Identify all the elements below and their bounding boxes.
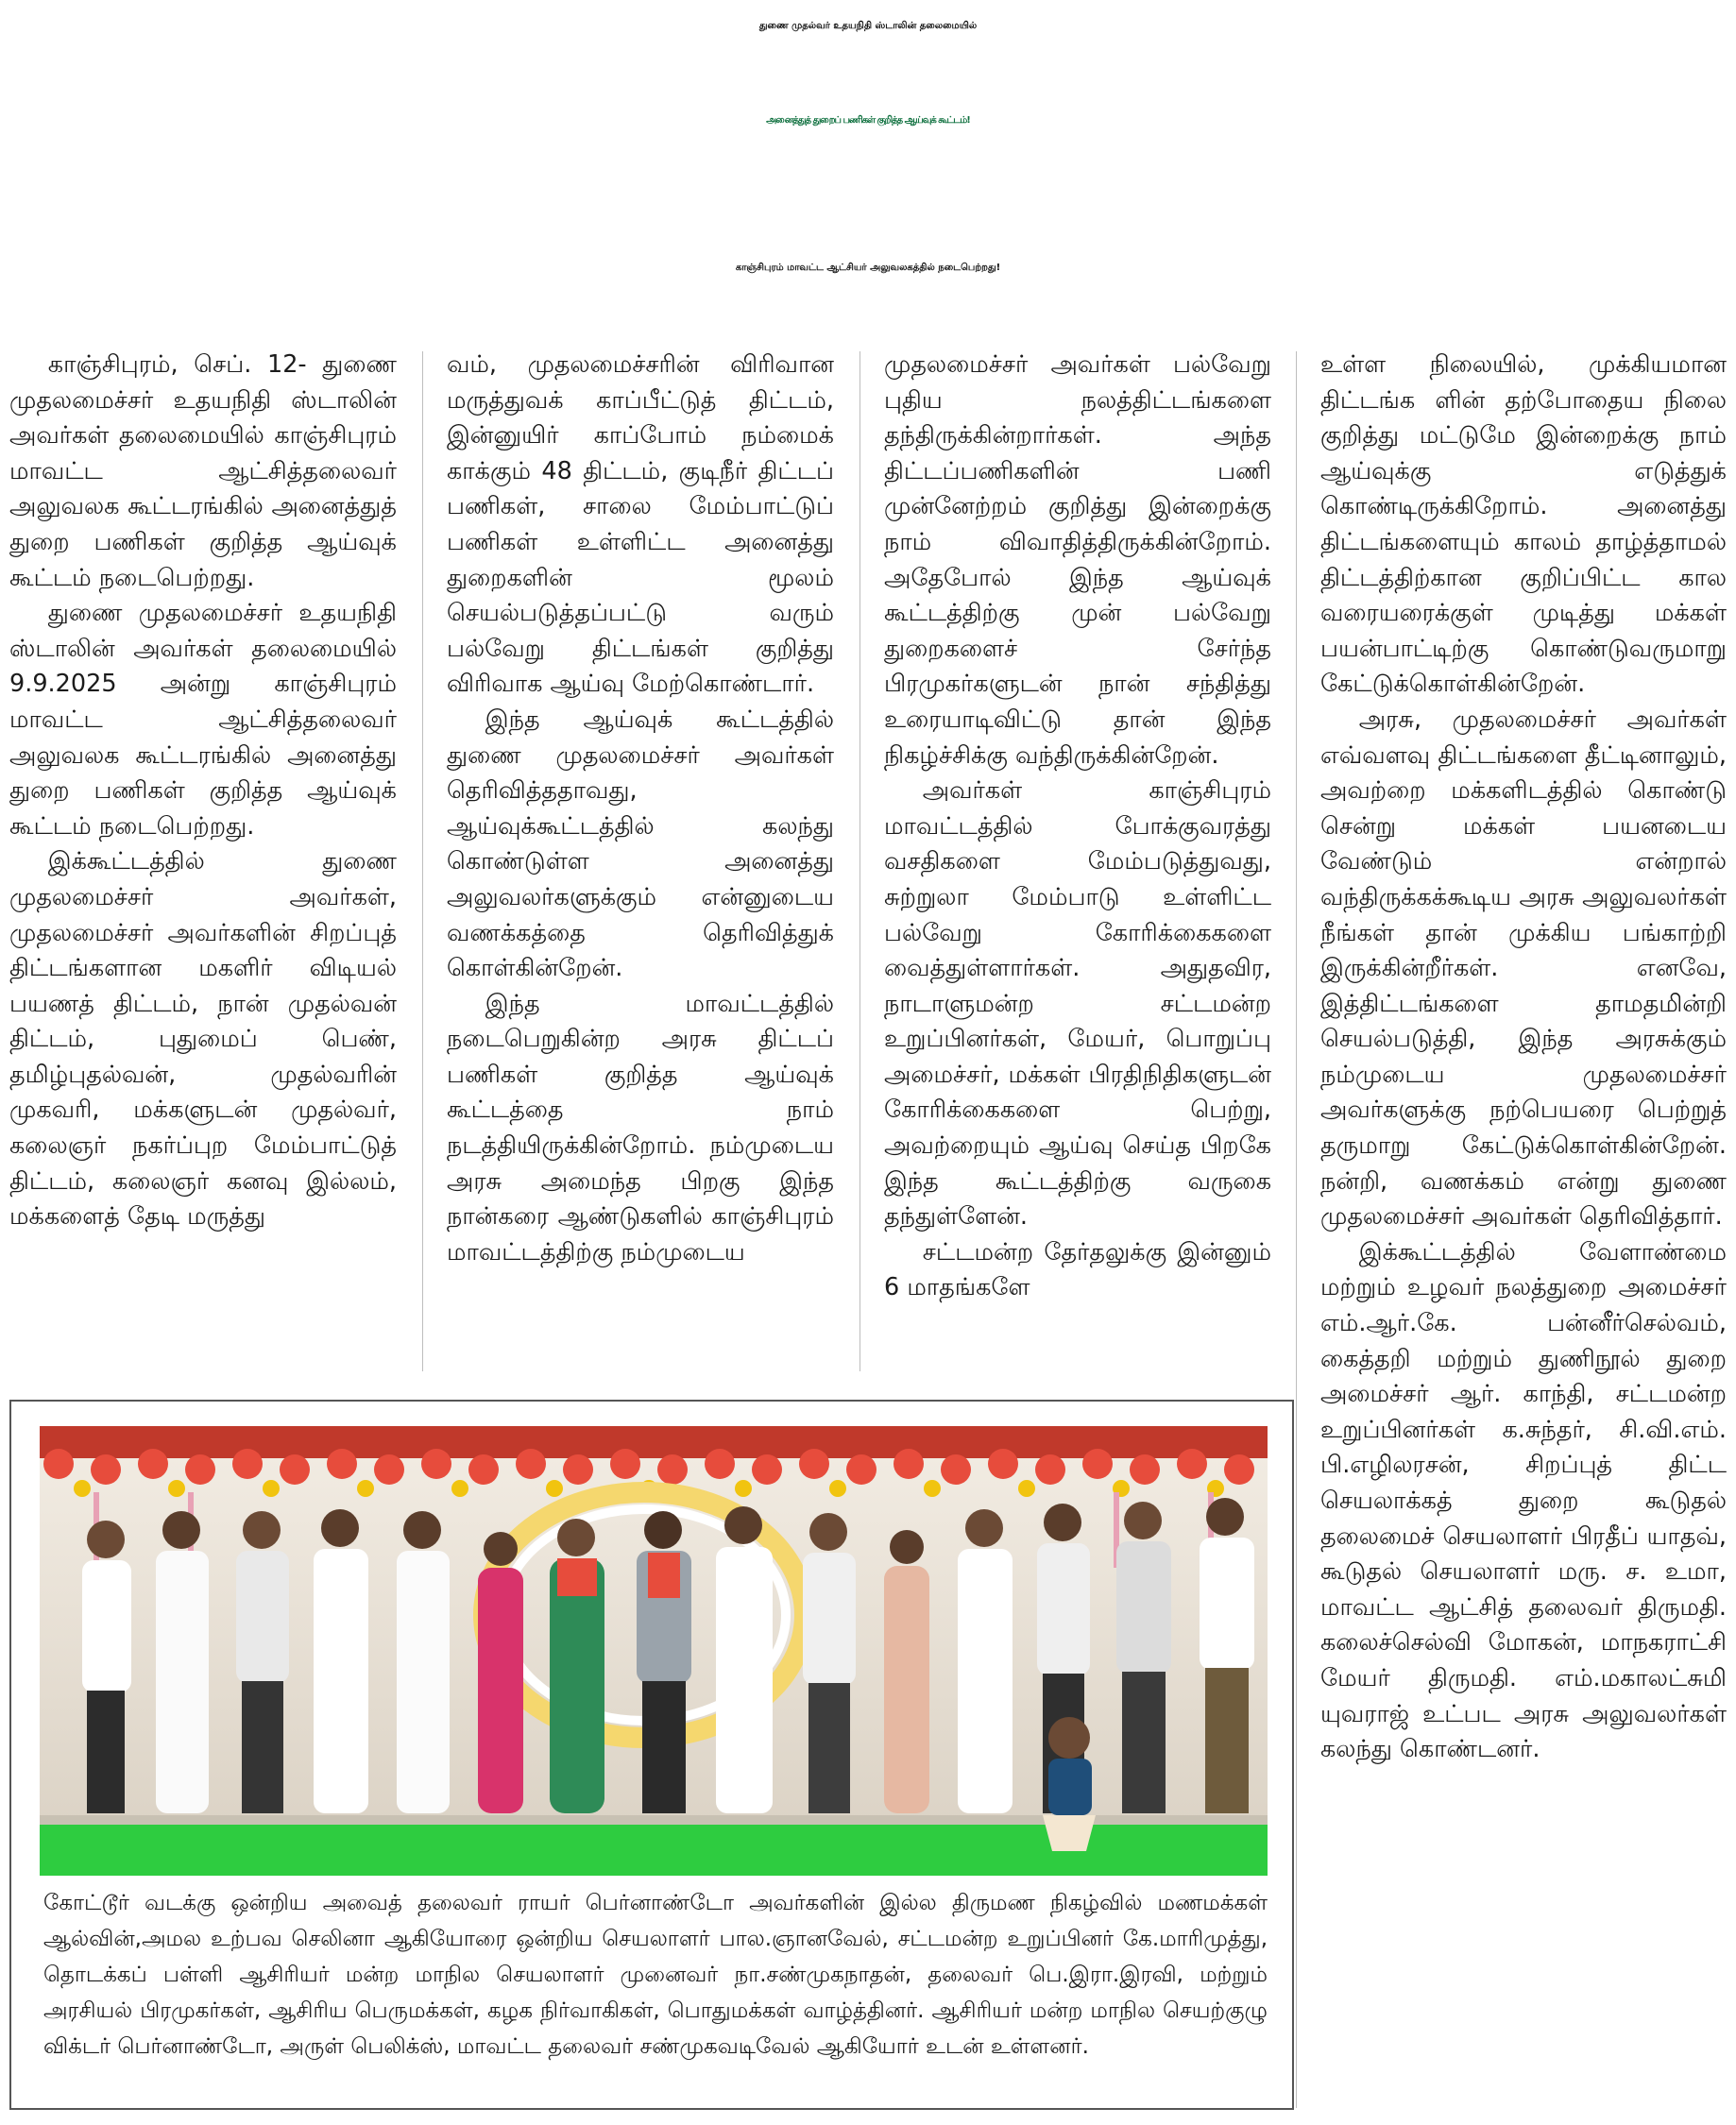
paragraph: உள்ள நிலையில், முக்கியமான திட்டங்க ளின் தற்போதைய நிலை குறித்து மட்டுமே இன்றைக்கு நாம் ஆய்வுக்கு எடுத்துக் கொண்டிருக்கிறோம். அனைத்து திட்டங்களையும் காலம் தாழ்த்தாமல் திட்டத்திற்கான குறிப்பிட்ட கால வரையரைக்குள் முடித்து மக்கள் பயன்பாட்டிற்கு கொண்டுவருமாறு கேட்டுக்கொள்கின்றேன். xyxy=(1320,350,1727,699)
wedding-photo-illustration xyxy=(40,1426,1268,1876)
column-divider xyxy=(422,351,423,1371)
article-column-2 xyxy=(447,348,834,1270)
column-divider xyxy=(859,351,860,1371)
paragraph: இந்த மாவட்டத்தில் நடைபெறுகின்ற அரசு திட்டப் பணிகள் குறித்த ஆய்வுக் கூட்டத்தை நாம் நடத்தியிருக்கின்றோம். நம்முடைய அரசு அமைந்த பிறகு இந்த நான்கரை ஆண்டுகளில் காஞ்சிபுரம் மாவட்டத்திற்கு நம்முடைய xyxy=(447,989,834,1266)
column-divider xyxy=(1296,351,1297,2108)
paragraph: துணை முதலமைச்சர் உதயநிதி ஸ்டாலின் அவர்கள் தலைமையில் 9.9.2025 அன்று காஞ்சிபுரம் மாவட்ட ஆட்சித்தலைவர் அலுவலக கூட்டரங்கில் அனைத்து துறை பணிகள் குறித்த ஆய்வுக் கூட்டம் நடைபெற்றது. xyxy=(9,599,397,841)
paragraph: இக்கூட்டத்தில் துணை முதலமைச்சர் அவர்கள், முதலமைச்சர் அவர்களின் சிறப்புத் திட்டங்களான மகளிர் விடியல் பயணத் திட்டம், நான் முதல்வன் திட்டம், புதுமைப் பெண், தமிழ்புதல்வன், முதல்வரின் முகவரி, மக்களுடன் முதல்வர், கலைஞர் நகர்ப்புற மேம்பாட்டுத் திட்டம், கலைஞர் கனவு இல்லம், மக்களைத் தேடி மருத்து xyxy=(9,847,397,1232)
paragraph: அவர்கள் காஞ்சிபுரம் மாவட்டத்தில் போக்குவரத்து வசதிகளை மேம்படுத்துவது, சுற்றுலா மேம்பாடு உள்ளிட்ட பல்வேறு கோரிக்கைகளை வைத்துள்ளார்கள். அதுதவிர, நாடாளுமன்ற சட்டமன்ற உறுப்பினர்கள், மேயர், பொறுப்பு அமைச்சர், மக்கள் பிரதிநிதிகளுடன் கோரிக்கைகளை பெற்று, அவற்றையும் ஆய்வு செய்த பிறகே இந்த கூட்டத்திற்கு வருகை தந்துள்ளேன். xyxy=(884,776,1271,1232)
article-column-4 xyxy=(1320,348,1727,1768)
paragraph: இந்த ஆய்வுக் கூட்டத்தில் துணை முதலமைச்சர் அவர்கள் தெரிவித்ததாவது, ஆய்வுக்கூட்டத்தில் கலந்து கொண்டுள்ள அனைத்து அலுவலர்களுக்கும் என்னுடைய வணக்கத்தை தெரிவித்துக் கொள்கின்றேன். xyxy=(447,705,834,983)
wedding-photo xyxy=(40,1426,1268,1876)
article-column-3 xyxy=(884,348,1271,1306)
kicker-headline: துணை முதல்வர் உதயநிதி ஸ்டாலின் தலைமையில் xyxy=(758,21,978,31)
paragraph: அரசு, முதலமைச்சர் அவர்கள் எவ்வளவு திட்டங்களை தீட்டினாலும், அவற்றை மக்களிடத்தில் கொண்டு சென்று மக்கள் பயனடைய வேண்டும் என்றால் வந்திருக்கக்கூடிய அரசு அலுவலர்கள் நீங்கள் தான் முக்கிய பங்காற்றி இருக்கின்றீர்கள். எனவே, இத்திட்டங்களை தாமதமின்றி செயல்படுத்தி, இந்த அரசுக்கும் நம்முடைய முதலமைச்சர் அவர்களுக்கு நற்பெயரை பெற்றுத் தருமாறு கேட்டுக்கொள்கின்றேன். நன்றி, வணக்கம் என்று துணை முதலமைச்சர் அவர்கள் தெரிவித்தார். xyxy=(1320,705,1727,1232)
paragraph: வம், முதலமைச்சரின் விரிவான மருத்துவக் காப்பீட்டுத் திட்டம், இன்னுயிர் காப்போம் நம்மைக் காக்கும் 48 திட்டம், குடிநீர் திட்டப் பணிகள், சாலை மேம்பாட்டுப் பணிகள் உள்ளிட்ட அனைத்து துறைகளின் மூலம் செயல்படுத்தப்பட்டு வரும் பல்வேறு திட்டங்கள் குறித்து விரிவாக ஆய்வு மேற்கொண்டார். xyxy=(447,350,834,699)
paragraph: சட்டமன்ற தேர்தலுக்கு இன்னும் 6 மாதங்களே xyxy=(884,1237,1271,1302)
sub-headline: காஞ்சிபுரம் மாவட்ட ஆட்சியர் அலுவலகத்தில் நடைபெற்றது! xyxy=(735,263,1001,273)
article-column-1 xyxy=(9,348,397,1235)
photo-caption: கோட்டூர் வடக்கு ஒன்றிய அவைத் தலைவர் ராயர் பெர்னாண்டோ அவர்களின் இல்ல திருமண நிகழ்வில் மணமக்கள் ஆல்வின்,அமல உற்பவ செலினா ஆகியோரை ஒன்றிய செயலாளர் பால.ஞானவேல், சட்டமன்ற உறுப்பினர் கே.மாரிமுத்து, தொடக்கப் பள்ளி ஆசிரியர் மன்ற மாநில செயலாளர் முனைவர் நா.சண்முகநாதன், தலைவர் பெ.இரா.இரவி, மற்றும் அரசியல் பிரமுகர்கள், ஆசிரிய பெருமக்கள், கழக நிர்வாகிகள், பொதுமக்கள் வாழ்த்தினர். ஆசிரியர் மன்ற மாநில செயற்குழு விக்டர் பெர்னாண்டோ, அருள் பெலிக்ஸ், மாவட்ட தலைவர் சண்முகவடிவேல் ஆகியோர் உடன் உள்ளனர். xyxy=(43,1891,1268,2059)
paragraph: இக்கூட்டத்தில் வேளாண்மை மற்றும் உழவர் நலத்துறை அமைச்சர் எம்.ஆர்.கே. பன்னீர்செல்வம், கைத்தறி மற்றும் துணிநூல் துறை அமைச்சர் ஆர். காந்தி, சட்டமன்ற உறுப்பினர்கள் க.சுந்தர், சி.வி.எம். பி.எழிலரசன், சிறப்புத் திட்ட செயலாக்கத் துறை கூடுதல் தலைமைச் செயலாளர் பிரதீப் யாதவ், கூடுதல் செயலாளர் மரு. ச. உமா, மாவட்ட ஆட்சித் தலைவர் திருமதி. கலைச்செல்வி மோகன், மாநகராட்சி மேயர் திருமதி. எம்.மகாலட்சுமி யுவராஜ் உட்பட அரசு அலுவலர்கள் கலந்து கொண்டனர். xyxy=(1320,1237,1727,1764)
paragraph: காஞ்சிபுரம், செப். 12- துணை முதலமைச்சர் உதயநிதி ஸ்டாலின் அவர்கள் தலைமையில் காஞ்சிபுரம் மாவட்ட ஆட்சித்தலைவர் அலுவலக கூட்டரங்கில் அனைத்துத் துறை பணிகள் குறித்த ஆய்வுக் கூட்டம் நடைபெற்றது. xyxy=(9,350,397,592)
main-headline: அனைத்துத் துறைப் பணிகள் குறித்த ஆய்வுக் கூட்டம்! xyxy=(766,115,970,126)
paragraph: முதலமைச்சர் அவர்கள் பல்வேறு புதிய நலத்திட்டங்களை தந்திருக்கின்றார்கள். அந்த திட்டப்பணிகளின் பணி முன்னேற்றம் குறித்து இன்றைக்கு நாம் விவாதித்திருக்கின்றோம். அதேபோல் இந்த ஆய்வுக் கூட்டத்திற்கு முன் பல்வேறு துறைகளைச் சேர்ந்த பிரமுகர்களுடன் நான் சந்தித்து உரையாடிவிட்டு தான் இந்த நிகழ்ச்சிக்கு வந்திருக்கின்றேன். xyxy=(884,350,1271,770)
photo-box xyxy=(9,1400,1294,2110)
